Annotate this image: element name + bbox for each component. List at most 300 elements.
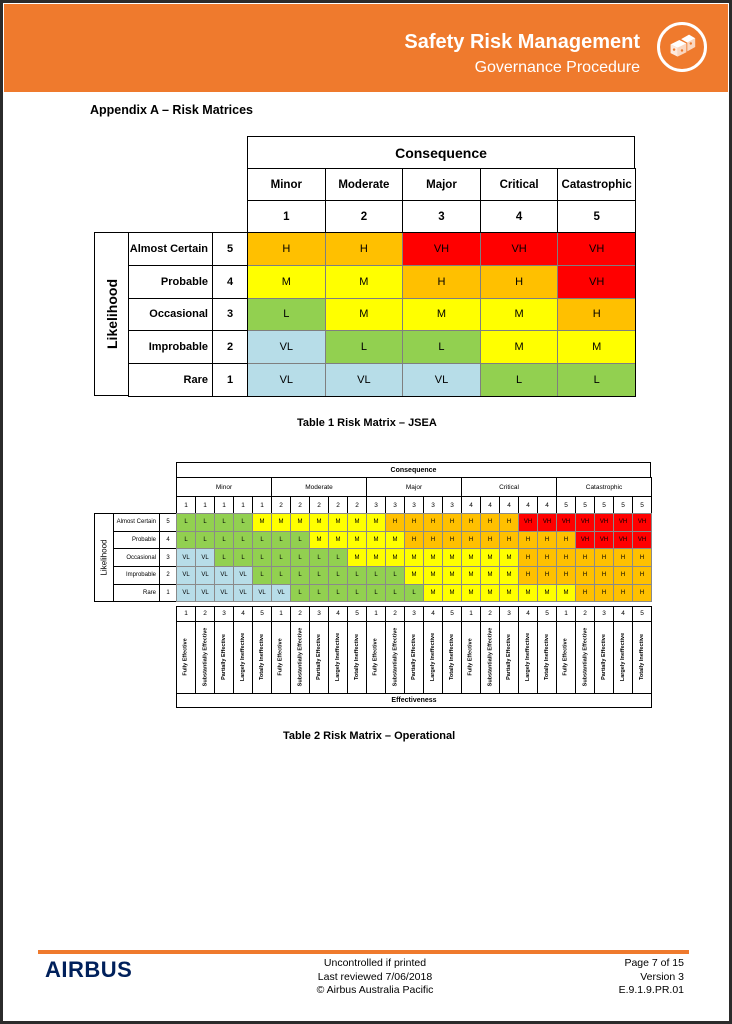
- consequence-group-num: 1: [252, 496, 272, 514]
- risk-cell: M: [402, 298, 481, 332]
- risk-cell: L: [325, 330, 404, 364]
- effectiveness-label: [309, 621, 329, 694]
- risk-cell: L: [214, 513, 234, 532]
- effectiveness-num: 4: [613, 606, 633, 622]
- risk-cell: M: [499, 584, 519, 603]
- consequence-group-num: 5: [594, 496, 614, 514]
- risk-cell: L: [195, 531, 215, 550]
- risk-cell: L: [176, 531, 196, 550]
- effectiveness-label-text: Totally Ineffective: [449, 633, 455, 681]
- likelihood-row-name: Occasional: [128, 298, 213, 332]
- risk-cell: H: [537, 548, 557, 567]
- risk-cell: M: [271, 513, 291, 532]
- effectiveness-label: [233, 621, 253, 694]
- consequence-group-name: Critical: [461, 477, 557, 497]
- risk-cell: L: [328, 548, 348, 567]
- risk-cell: H: [537, 566, 557, 585]
- risk-cell: VH: [402, 232, 481, 266]
- risk-cell: H: [575, 548, 595, 567]
- consequence-group-name: Minor: [176, 477, 272, 497]
- consequence-group-num: 2: [328, 496, 348, 514]
- effectiveness-footer: Effectiveness: [176, 693, 652, 708]
- effectiveness-num: 2: [195, 606, 215, 622]
- likelihood-row-num: 4: [212, 265, 248, 299]
- risk-cell: VH: [556, 513, 576, 532]
- risk-cell: H: [575, 584, 595, 603]
- risk-cell: VL: [247, 330, 326, 364]
- risk-cell: VH: [575, 531, 595, 550]
- risk-cell: VL: [214, 566, 234, 585]
- likelihood-label: [94, 513, 114, 602]
- risk-cell: VH: [575, 513, 595, 532]
- likelihood-row-name: Occasional: [113, 548, 160, 567]
- effectiveness-label-text: Substantially Effective: [487, 627, 493, 687]
- risk-cell: M: [461, 584, 481, 603]
- risk-cell: M: [480, 298, 559, 332]
- risk-cell: H: [537, 531, 557, 550]
- risk-cell: VL: [195, 548, 215, 567]
- risk-cell: VL: [247, 363, 326, 397]
- footer-center: [290, 957, 460, 998]
- risk-cell: H: [499, 531, 519, 550]
- risk-cell: VH: [613, 513, 633, 532]
- consequence-group-name: Moderate: [271, 477, 367, 497]
- risk-cell: L: [271, 531, 291, 550]
- effectiveness-label-text: Fully Effective: [278, 638, 285, 676]
- risk-cell: VH: [594, 531, 614, 550]
- likelihood-label: [94, 232, 129, 396]
- page-number: Page 7 of 15: [624, 957, 684, 969]
- consequence-group-num: 4: [499, 496, 519, 514]
- effectiveness-num: 1: [366, 606, 386, 622]
- risk-cell: L: [247, 298, 326, 332]
- effectiveness-num: 5: [347, 606, 367, 622]
- risk-cell: L: [233, 513, 253, 532]
- effectiveness-label: [214, 621, 234, 694]
- risk-cell: VH: [613, 531, 633, 550]
- risk-cell: H: [613, 566, 633, 585]
- header-title: Safety Risk Management: [404, 31, 640, 53]
- likelihood-row-name: Rare: [113, 584, 160, 603]
- risk-cell: M: [247, 265, 326, 299]
- risk-cell: L: [214, 531, 234, 550]
- risk-cell: M: [325, 298, 404, 332]
- effectiveness-num: 5: [252, 606, 272, 622]
- risk-cell: H: [325, 232, 404, 266]
- effectiveness-label-text: Totally Ineffective: [259, 633, 265, 681]
- copyright: © Airbus Australia Pacific: [316, 984, 434, 996]
- risk-cell: VL: [271, 584, 291, 603]
- consequence-group-num: 3: [423, 496, 443, 514]
- risk-cell: L: [290, 584, 310, 603]
- risk-cell: M: [347, 531, 367, 550]
- effectiveness-num: 4: [423, 606, 443, 622]
- likelihood-row-num: 2: [159, 566, 177, 585]
- risk-cell: H: [613, 584, 633, 603]
- risk-cell: M: [347, 513, 367, 532]
- effectiveness-num: 5: [537, 606, 557, 622]
- effectiveness-num: 3: [214, 606, 234, 622]
- risk-cell: L: [402, 330, 481, 364]
- consequence-col-name: Catastrophic: [557, 168, 636, 201]
- risk-cell: H: [423, 531, 443, 550]
- risk-cell: M: [366, 548, 386, 567]
- risk-cell: VL: [233, 584, 253, 603]
- risk-cell: H: [518, 548, 538, 567]
- risk-cell: VL: [252, 584, 272, 603]
- consequence-group-num: 3: [404, 496, 424, 514]
- effectiveness-label: [575, 621, 595, 694]
- risk-cell: H: [613, 548, 633, 567]
- effectiveness-label: [385, 621, 405, 694]
- consequence-group-num: 5: [613, 496, 633, 514]
- consequence-group-name: Major: [366, 477, 462, 497]
- likelihood-label-text: Likelihood: [103, 279, 120, 349]
- effectiveness-label-text: Largely Ineffective: [240, 632, 247, 682]
- risk-cell: M: [423, 566, 443, 585]
- risk-cell: VH: [632, 531, 652, 550]
- risk-cell: VL: [214, 584, 234, 603]
- risk-cell: VH: [557, 265, 636, 299]
- consequence-col-name: Critical: [480, 168, 559, 201]
- risk-cell: H: [499, 513, 519, 532]
- risk-cell: M: [309, 513, 329, 532]
- likelihood-row-name: Improbable: [113, 566, 160, 585]
- effectiveness-num: 2: [385, 606, 405, 622]
- risk-cell: M: [328, 531, 348, 550]
- table1-caption: Table 1 Risk Matrix – JSEA: [297, 417, 437, 429]
- likelihood-row-num: 4: [159, 531, 177, 550]
- consequence-group-num: 1: [195, 496, 215, 514]
- risk-cell: H: [423, 513, 443, 532]
- likelihood-row-num: 3: [212, 298, 248, 332]
- risk-cell: L: [366, 566, 386, 585]
- footer-rule: [38, 950, 689, 954]
- risk-cell: H: [480, 265, 559, 299]
- consequence-group-num: 3: [366, 496, 386, 514]
- risk-cell: VH: [594, 513, 614, 532]
- consequence-col-num: 3: [402, 200, 481, 233]
- risk-cell: M: [423, 584, 443, 603]
- doc-id: E.9.1.9.PR.01: [618, 984, 684, 996]
- risk-cell: M: [537, 584, 557, 603]
- risk-cell: H: [518, 531, 538, 550]
- consequence-group-num: 1: [214, 496, 234, 514]
- effectiveness-label: [594, 621, 614, 694]
- risk-cell: L: [176, 513, 196, 532]
- risk-cell: L: [252, 566, 272, 585]
- risk-cell: VL: [325, 363, 404, 397]
- consequence-group-num: 3: [442, 496, 462, 514]
- risk-cell: H: [461, 513, 481, 532]
- consequence-group-num: 4: [537, 496, 557, 514]
- risk-cell: H: [556, 531, 576, 550]
- risk-cell: M: [480, 330, 559, 364]
- risk-cell: L: [309, 548, 329, 567]
- consequence-col-name: Minor: [247, 168, 326, 201]
- page-header: [4, 4, 728, 92]
- risk-cell: H: [557, 298, 636, 332]
- effectiveness-num: 4: [518, 606, 538, 622]
- risk-cell: M: [442, 548, 462, 567]
- risk-cell: M: [499, 548, 519, 567]
- risk-cell: H: [247, 232, 326, 266]
- effectiveness-label: [290, 621, 310, 694]
- effectiveness-label-text: Partially Effective: [601, 634, 608, 680]
- risk-cell: H: [480, 513, 500, 532]
- risk-cell: VH: [632, 513, 652, 532]
- effectiveness-label: [328, 621, 348, 694]
- risk-cell: VH: [537, 513, 557, 532]
- consequence-header: Consequence: [247, 136, 635, 169]
- consequence-group-num: 2: [347, 496, 367, 514]
- effectiveness-label-text: Totally Ineffective: [544, 633, 550, 681]
- risk-cell: VL: [195, 584, 215, 603]
- risk-cell: M: [290, 513, 310, 532]
- risk-cell: L: [290, 566, 310, 585]
- risk-cell: H: [480, 531, 500, 550]
- effectiveness-label: [252, 621, 272, 694]
- risk-cell: H: [594, 584, 614, 603]
- effectiveness-num: 1: [461, 606, 481, 622]
- risk-cell: M: [442, 566, 462, 585]
- effectiveness-num: 2: [575, 606, 595, 622]
- likelihood-row-num: 1: [159, 584, 177, 603]
- risk-cell: H: [461, 531, 481, 550]
- risk-cell: M: [328, 513, 348, 532]
- risk-cell: H: [632, 584, 652, 603]
- risk-cell: H: [594, 548, 614, 567]
- likelihood-row-name: Rare: [128, 363, 213, 397]
- effectiveness-label-text: Largely Ineffective: [335, 632, 342, 682]
- effectiveness-num: 1: [271, 606, 291, 622]
- consequence-col-name: Major: [402, 168, 481, 201]
- consequence-group-num: 5: [556, 496, 576, 514]
- likelihood-row-num: 5: [159, 513, 177, 532]
- consequence-group-num: 4: [480, 496, 500, 514]
- consequence-col-num: 5: [557, 200, 636, 233]
- risk-cell: L: [271, 548, 291, 567]
- effectiveness-label-text: Largely Ineffective: [620, 632, 627, 682]
- risk-cell: M: [480, 584, 500, 603]
- effectiveness-label: [632, 621, 652, 694]
- effectiveness-label-text: Totally Ineffective: [639, 633, 645, 681]
- likelihood-label-text: Likelihood: [99, 539, 109, 576]
- risk-cell: H: [518, 566, 538, 585]
- risk-cell: L: [480, 363, 559, 397]
- risk-cell: M: [557, 330, 636, 364]
- effectiveness-label: [271, 621, 291, 694]
- effectiveness-label-text: Substantially Effective: [202, 627, 208, 687]
- footer-right: [619, 957, 684, 998]
- risk-cell: H: [556, 566, 576, 585]
- risk-cell: L: [366, 584, 386, 603]
- risk-cell: VH: [557, 232, 636, 266]
- effectiveness-label: [423, 621, 443, 694]
- likelihood-row-num: 3: [159, 548, 177, 567]
- risk-cell: M: [325, 265, 404, 299]
- risk-cell: L: [347, 584, 367, 603]
- consequence-group-num: 5: [575, 496, 595, 514]
- effectiveness-label: [404, 621, 424, 694]
- effectiveness-num: 1: [556, 606, 576, 622]
- consequence-group-num: 1: [233, 496, 253, 514]
- consequence-group-num: 2: [271, 496, 291, 514]
- risk-cell: VL: [402, 363, 481, 397]
- consequence-col-num: 1: [247, 200, 326, 233]
- consequence-group-name: Catastrophic: [556, 477, 652, 497]
- likelihood-row-name: Almost Certain: [113, 513, 160, 532]
- risk-cell: L: [252, 531, 272, 550]
- uncontrolled-note: Uncontrolled if printed: [323, 957, 427, 969]
- header-subtitle: Governance Procedure: [474, 59, 640, 76]
- risk-cell: L: [557, 363, 636, 397]
- risk-cell: M: [309, 531, 329, 550]
- risk-cell: H: [632, 548, 652, 567]
- risk-cell: M: [385, 531, 405, 550]
- risk-cell: M: [556, 584, 576, 603]
- effectiveness-label-text: Largely Ineffective: [430, 632, 437, 682]
- consequence-group-num: 4: [461, 496, 481, 514]
- risk-cell: M: [442, 584, 462, 603]
- risk-cell: H: [575, 566, 595, 585]
- likelihood-row-num: 1: [212, 363, 248, 397]
- risk-cell: L: [233, 531, 253, 550]
- effectiveness-label: [347, 621, 367, 694]
- risk-cell: M: [252, 513, 272, 532]
- effectiveness-num: 3: [499, 606, 519, 622]
- risk-cell: M: [385, 548, 405, 567]
- effectiveness-label-text: Partially Effective: [411, 634, 418, 680]
- risk-cell: H: [442, 513, 462, 532]
- risk-cell: L: [328, 584, 348, 603]
- effectiveness-num: 1: [176, 606, 196, 622]
- effectiveness-label: [480, 621, 500, 694]
- risk-cell: M: [423, 548, 443, 567]
- dice-logo-icon: [657, 22, 707, 72]
- risk-cell: L: [214, 548, 234, 567]
- risk-cell: M: [480, 548, 500, 567]
- likelihood-row-name: Probable: [113, 531, 160, 550]
- risk-cell: L: [328, 566, 348, 585]
- likelihood-row-num: 2: [212, 330, 248, 364]
- risk-cell: L: [347, 566, 367, 585]
- risk-cell: VL: [176, 548, 196, 567]
- risk-cell: L: [252, 548, 272, 567]
- last-reviewed: Last reviewed 7/06/2018: [317, 970, 433, 983]
- risk-cell: M: [461, 566, 481, 585]
- risk-cell: H: [404, 531, 424, 550]
- likelihood-row-num: 5: [212, 232, 248, 266]
- effectiveness-label: [366, 621, 386, 694]
- risk-cell: L: [290, 548, 310, 567]
- risk-cell: H: [385, 513, 405, 532]
- effectiveness-num: 4: [328, 606, 348, 622]
- airbus-logo: AIRBUS: [45, 957, 133, 982]
- effectiveness-num: 4: [233, 606, 253, 622]
- effectiveness-num: 3: [594, 606, 614, 622]
- risk-cell: M: [366, 513, 386, 532]
- risk-cell: VL: [176, 584, 196, 603]
- risk-cell: L: [290, 531, 310, 550]
- version: Version 3: [640, 970, 684, 983]
- appendix-title: Appendix A – Risk Matrices: [90, 103, 254, 117]
- risk-cell: L: [385, 584, 405, 603]
- effectiveness-label-text: Fully Effective: [373, 638, 380, 676]
- effectiveness-label: [537, 621, 557, 694]
- likelihood-row-name: Almost Certain: [128, 232, 213, 266]
- consequence-group-num: 3: [385, 496, 405, 514]
- risk-cell: L: [385, 566, 405, 585]
- risk-cell: M: [499, 566, 519, 585]
- effectiveness-label-text: Largely Ineffective: [525, 632, 532, 682]
- consequence-group-num: 2: [309, 496, 329, 514]
- effectiveness-num: 5: [632, 606, 652, 622]
- effectiveness-label-text: Substantially Effective: [582, 627, 588, 687]
- effectiveness-num: 2: [480, 606, 500, 622]
- risk-cell: H: [402, 265, 481, 299]
- effectiveness-label-text: Partially Effective: [316, 634, 323, 680]
- effectiveness-label-text: Partially Effective: [506, 634, 513, 680]
- risk-cell: H: [442, 531, 462, 550]
- effectiveness-label-text: Fully Effective: [468, 638, 475, 676]
- risk-cell: VL: [233, 566, 253, 585]
- effectiveness-label-text: Fully Effective: [183, 638, 190, 676]
- effectiveness-label: [518, 621, 538, 694]
- effectiveness-label-text: Totally Ineffective: [354, 633, 360, 681]
- risk-cell: VL: [195, 566, 215, 585]
- table2-caption: Table 2 Risk Matrix – Operational: [283, 730, 456, 742]
- risk-cell: H: [632, 566, 652, 585]
- risk-cell: M: [480, 566, 500, 585]
- risk-cell: M: [404, 548, 424, 567]
- consequence-group-num: 5: [632, 496, 652, 514]
- consequence-col-name: Moderate: [325, 168, 404, 201]
- consequence-col-num: 4: [480, 200, 559, 233]
- risk-cell: VH: [480, 232, 559, 266]
- risk-cell: L: [233, 548, 253, 567]
- effectiveness-label: [195, 621, 215, 694]
- risk-cell: M: [404, 566, 424, 585]
- effectiveness-label: [613, 621, 633, 694]
- risk-cell: M: [461, 548, 481, 567]
- consequence-col-num: 2: [325, 200, 404, 233]
- effectiveness-label-text: Fully Effective: [563, 638, 570, 676]
- risk-cell: L: [309, 584, 329, 603]
- risk-cell: VL: [176, 566, 196, 585]
- effectiveness-num: 3: [309, 606, 329, 622]
- effectiveness-num: 5: [442, 606, 462, 622]
- risk-cell: M: [347, 548, 367, 567]
- effectiveness-label: [442, 621, 462, 694]
- effectiveness-label: [556, 621, 576, 694]
- effectiveness-label: [176, 621, 196, 694]
- risk-cell: M: [366, 531, 386, 550]
- effectiveness-label-text: Substantially Effective: [297, 627, 303, 687]
- effectiveness-num: 2: [290, 606, 310, 622]
- risk-cell: L: [309, 566, 329, 585]
- consequence-group-num: 1: [176, 496, 196, 514]
- consequence-group-num: 2: [290, 496, 310, 514]
- matrix-outline: [247, 232, 636, 397]
- risk-cell: H: [556, 548, 576, 567]
- likelihood-row-name: Improbable: [128, 330, 213, 364]
- risk-cell: L: [195, 513, 215, 532]
- risk-cell: L: [271, 566, 291, 585]
- risk-cell: H: [404, 513, 424, 532]
- effectiveness-label: [499, 621, 519, 694]
- effectiveness-label: [461, 621, 481, 694]
